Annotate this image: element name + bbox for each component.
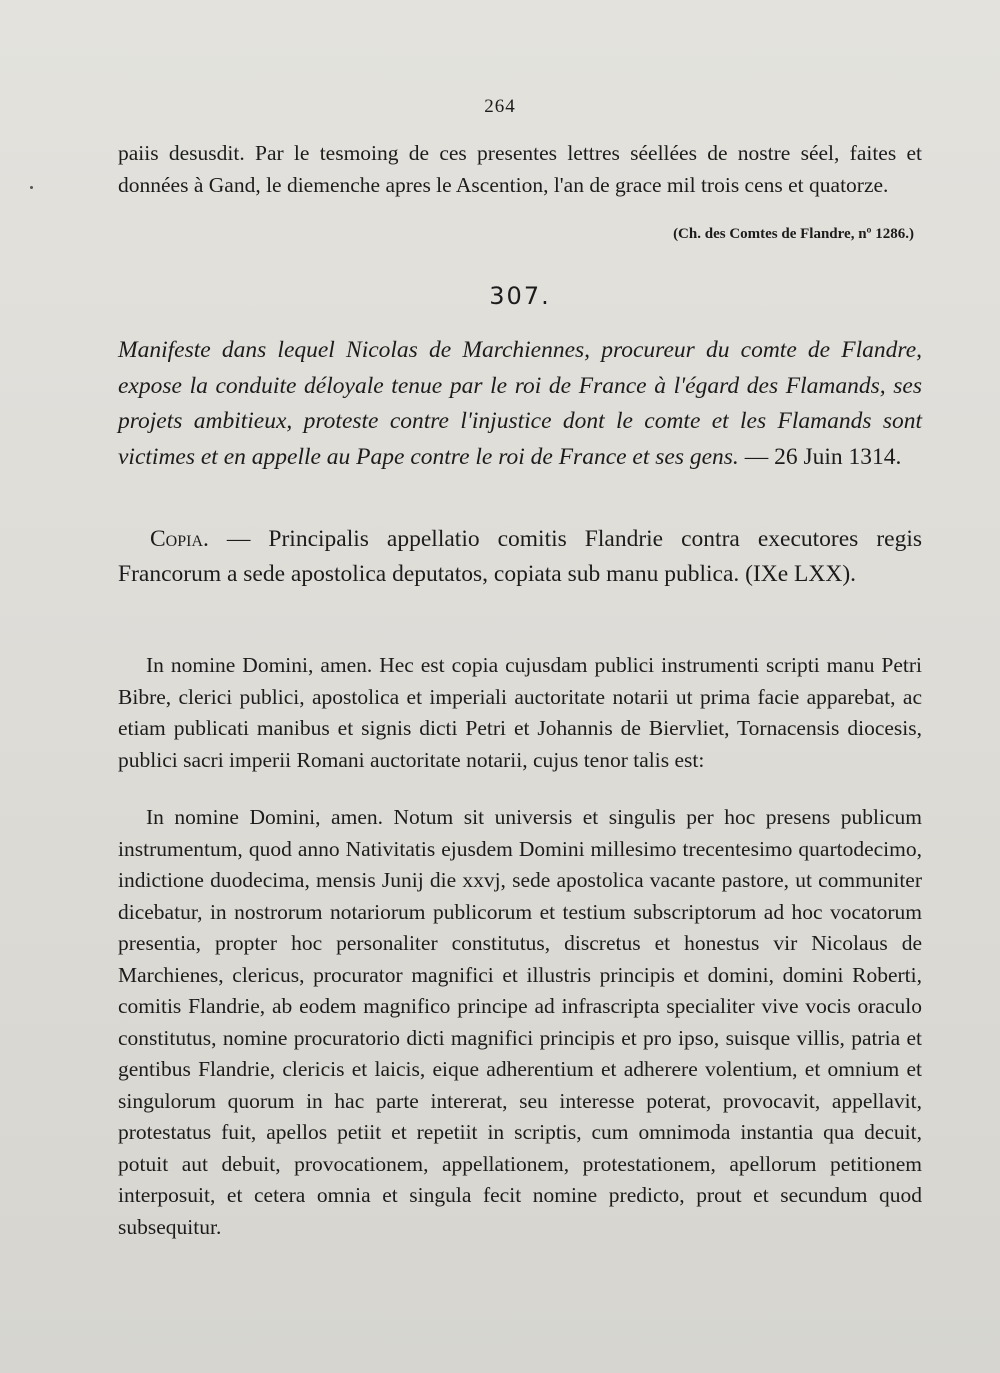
summary-section: [118, 333, 922, 475]
body-section-1: [118, 650, 922, 776]
copia-paragraph: [118, 522, 922, 591]
margin-mark: [30, 186, 33, 189]
summary-text: Manifeste dans lequel Nicolas de Marchiennes, procureur du comte de Flandre, expose la conduite déloyale tenue par le roi de France à l'égard des Flamands, ses projets ambitieux, proteste contre l'injustice dont le comte et les Flamands sont victimes et en appelle au Pape contre le roi de France et ses gens.: [118, 337, 922, 470]
copia-section: [118, 522, 922, 591]
intro-paragraph: paiis desusdit. Par le tesmoing de ces presentes lettres séellées de nostre séel, faites et données à Gand, le diemenche apres le Ascention, l'an de grace mil trois cens et quatorze.: [118, 141, 922, 197]
body-paragraph-1: In nomine Domini, amen. Hec est copia cujusdam publici instrumenti scripti manu Petri Bibre, clerici publici, apostolica et imperiali auctoritate notarii ut prima facie apparebat, ac etiam publicati manibus et signis dicti Petri et Johannis de Biervliet, Tornacensis diocesis, publici sacri imperii Romani auctoritate notarii, cujus tenor talis est:: [118, 653, 922, 772]
summary-date: — 26 Juin 1314.: [744, 443, 902, 470]
copia-label: Copia.: [150, 526, 209, 552]
body-section-2: [118, 802, 922, 1243]
source-reference: (Ch. des Comtes de Flandre, nº 1286.): [673, 226, 914, 242]
intro-section: [118, 138, 922, 201]
document-number: 307.: [489, 282, 551, 310]
page-number: 264: [484, 96, 516, 117]
summary-paragraph: [118, 333, 922, 475]
body-paragraph-2: In nomine Domini, amen. Notum sit universis et singulis per hoc presens publicum instrumentum, quod anno Nativitatis ejusdem Domini millesimo trecentesimo quartodecimo, indictione duodecima, mensis Junij die xxvj, sede apostolica vacante pastore, ut communiter dicebatur, in nostrorum notariorum publicorum et testium subscriptorum ad hoc vocatorum presentia, propter hoc personaliter constitutus, discretus et honestus vir Nicolaus de Marchienes, clericus, procurator magnifici et illustris principis et domini, domini Roberti, comitis Flandrie, ab eodem magnifico principe ad infrascripta specialiter vive vocis oraculo constitutus, nomine procuratorio dicti magnifici principis et pro ipso, suisque villis, patria et gentibus Flandrie, clericis et laicis, eique adherentium et adherere volentium, et omnium et singulorum quorum in hac parte intererat, seu interesse poterat, provocavit, appellavit, protestatus fuit, apellos petiit et repetiit in scriptis, cum omnimoda instantia qua decuit, potuit aut debuit, provocationem, appellationem, protestationem, apellorum petitionem interposuit, et cetera omnia et singula fecit nomine predicto, prout et secundum quod subsequitur.: [118, 805, 922, 1239]
copia-text: — Principalis appellatio comitis Flandrie contra executores regis Francorum a sede apostolica deputatos, copiata sub manu publica. (IXe LXX).: [118, 526, 922, 587]
